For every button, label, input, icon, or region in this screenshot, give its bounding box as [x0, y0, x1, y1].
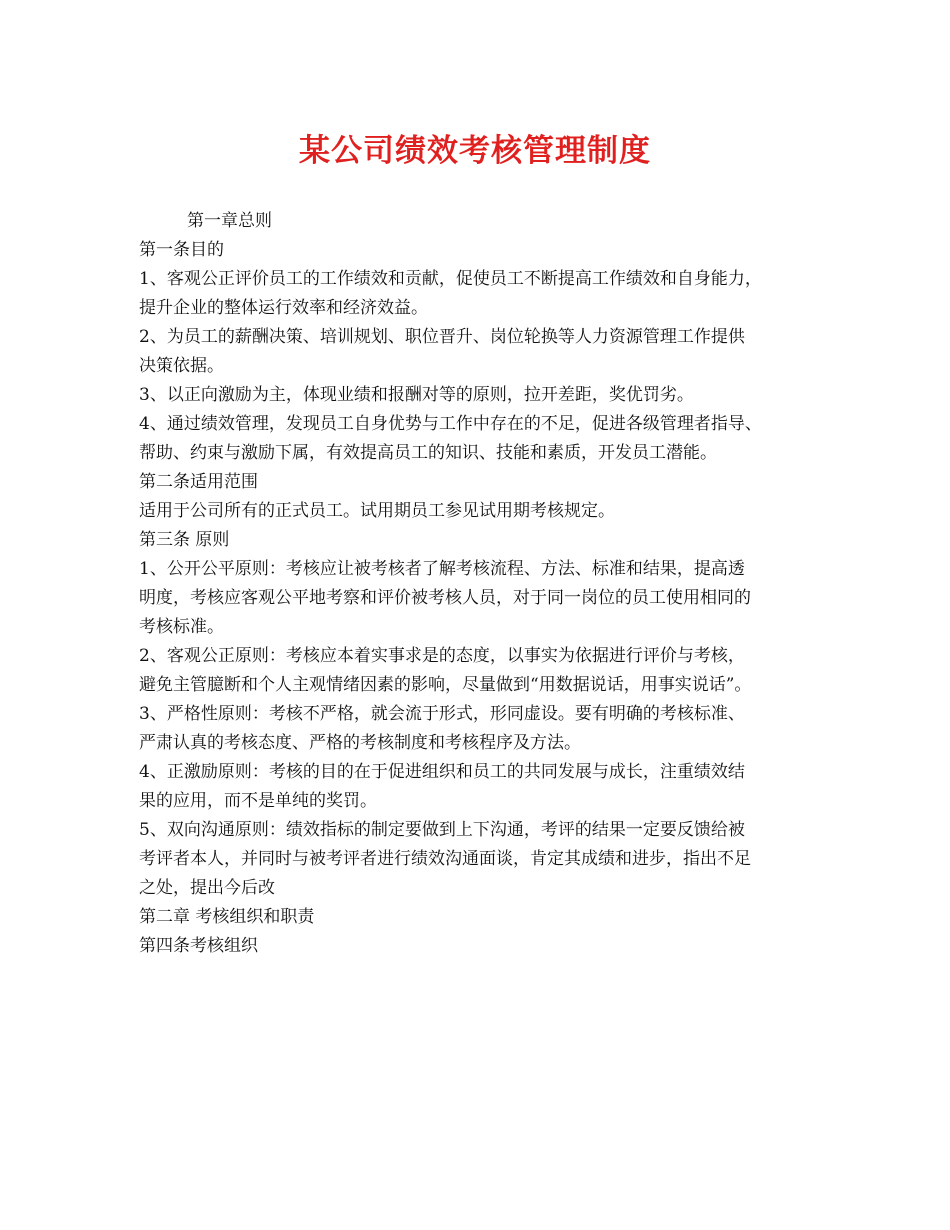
body-line: 决策依据。	[139, 356, 224, 376]
body-line: 1、客观公正评价员工的工作绩效和贡献，促使员工不断提高工作绩效和自身能力，	[139, 269, 762, 289]
document-title: 某公司绩效考核管理制度	[299, 133, 651, 169]
chapter-heading: 第二章 考核组织和职责	[139, 907, 315, 927]
body-line: 考评者本人，并同时与被考评者进行绩效沟通面谈，肯定其成绩和进步，指出不足	[139, 849, 751, 869]
body-line: 果的应用，而不是单纯的奖罚。	[139, 791, 377, 811]
body-line: 提升企业的整体运行效率和经济效益。	[139, 298, 428, 318]
body-line: 4、通过绩效管理，发现员工自身优势与工作中存在的不足，促进各级管理者指导、	[139, 414, 762, 434]
body-line: 4、正激励原则：考核的目的在于促进组织和员工的共同发展与成长，注重绩效结	[139, 762, 745, 782]
body-line: 3、以正向激励为主，体现业绩和报酬对等的原则，拉开差距，奖优罚劣。	[139, 385, 694, 405]
body-line: 1、公开公平原则：考核应让被考核者了解考核流程、方法、标准和结果，提高透	[139, 559, 745, 579]
body-line: 2、为员工的薪酬决策、培训规划、职位晋升、岗位轮换等人力资源管理工作提供	[139, 327, 745, 347]
body-line: 5、双向沟通原则：绩效指标的制定要做到上下沟通，考评的结果一定要反馈给被	[139, 820, 745, 840]
body-line: 3、严格性原则：考核不严格，就会流于形式，形同虚设。要有明确的考核标准、	[139, 704, 745, 724]
document-body	[139, 207, 829, 961]
body-line: 2、客观公正原则：考核应本着实事求是的态度，以事实为依据进行评价与考核，	[139, 646, 745, 666]
article-heading: 第一条目的	[139, 240, 224, 260]
body-line: 之处，提出今后改	[139, 878, 275, 898]
body-line: 帮助、约束与激励下属，有效提高员工的知识、技能和素质，开发员工潜能。	[139, 443, 717, 463]
article-heading: 第三条 原则	[139, 530, 230, 550]
body-line: 严肃认真的考核态度、严格的考核制度和考核程序及方法。	[139, 733, 581, 753]
article-heading: 第四条考核组织	[139, 936, 258, 956]
body-line: 适用于公司所有的正式员工。试用期员工参见试用期考核规定。	[139, 501, 615, 521]
article-heading: 第二条适用范围	[139, 472, 258, 492]
body-line: 考核标准。	[139, 617, 224, 637]
body-line: 避免主管臆断和个人主观情绪因素的影响，尽量做到“用数据说话，用事实说话”。	[139, 675, 752, 695]
chapter-heading: 第一章总则	[187, 211, 272, 231]
body-line: 明度，考核应客观公平地考察和评价被考核人员，对于同一岗位的员工使用相同的	[139, 588, 751, 608]
